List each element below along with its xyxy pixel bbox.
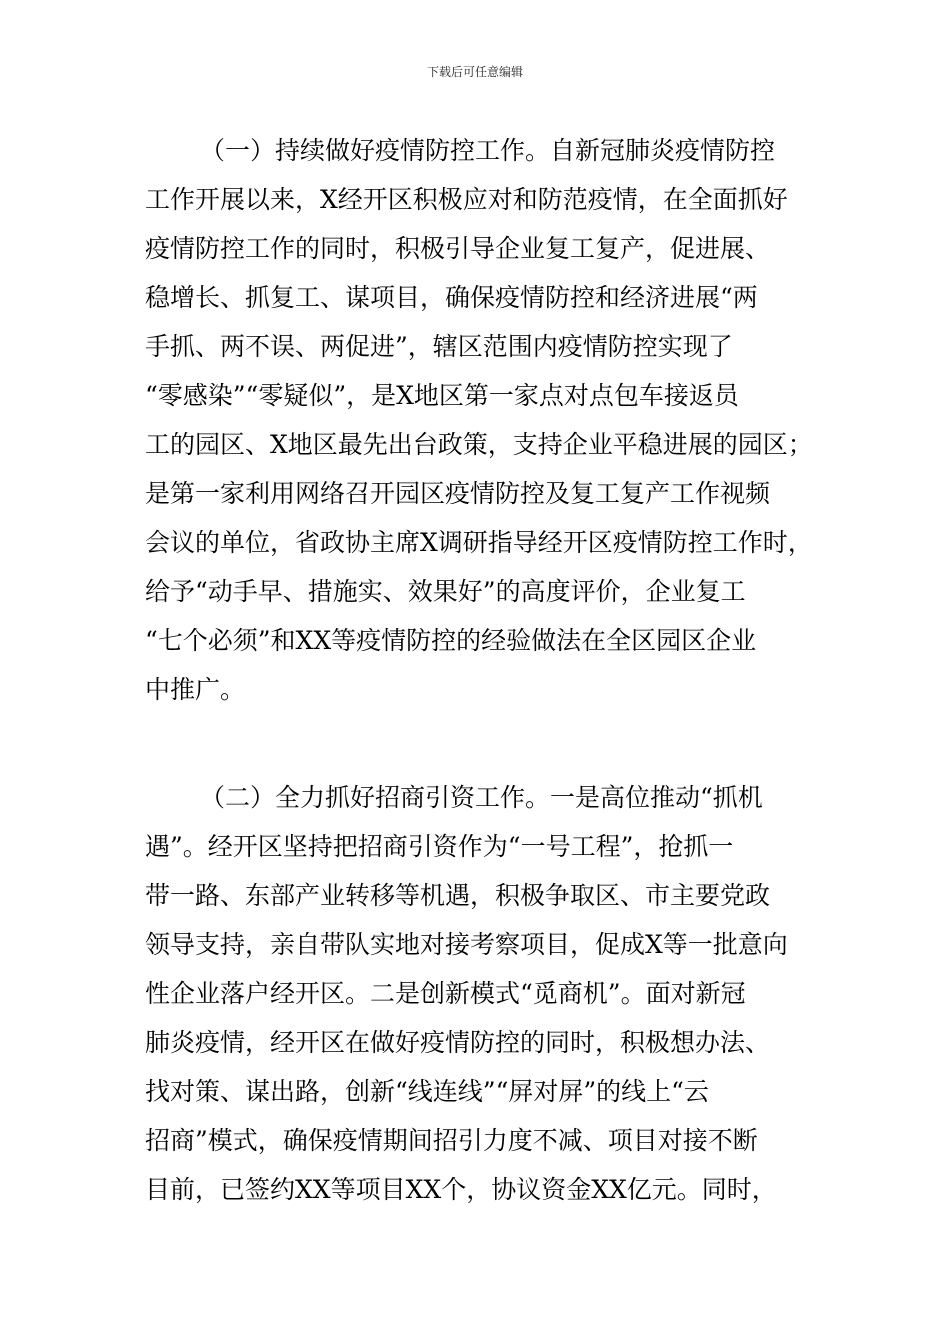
paragraph-line: 给予“动手早、措施实、效果好”的高度评价，企业复工 (145, 577, 746, 606)
paragraph-investment-attraction (145, 773, 810, 1214)
paragraph-line: 中推广。 (145, 675, 246, 704)
paragraph-line: 性企业落户经开区。二是创新模式“觅商机”。面对新冠 (145, 979, 746, 1008)
paragraph-line: 工作开展以来，X经开区积极应对和防范疫情，在全面抓好 (145, 185, 788, 214)
paragraph-line: 稳增长、抓复工、谋项目，确保疫情防控和经济进展“两 (145, 283, 758, 312)
paragraph-line: （一）持续做好疫情防控工作。自新冠肺炎疫情防控 (200, 136, 776, 165)
paragraph-line: 目前，已签约XX等项目XX个，协议资金XX亿元。同时， (145, 1175, 777, 1204)
paragraph-line: 领导支持，亲自带队实地对接考察项目，促成X等一批意向 (145, 930, 788, 959)
page-header: 下载后可任意编辑 (426, 65, 523, 79)
paragraph-line: 会议的单位，省政协主席X调研指导经开区疫情防控工作时， (145, 528, 813, 557)
paragraph-epidemic-control (145, 126, 813, 714)
paragraph-line: 肺炎疫情，经开区在做好疫情防控的同时，积极想办法、 (145, 1028, 771, 1057)
paragraph-line: 手抓、两不误、两促进”，辖区范围内疫情防控实现了 (145, 332, 733, 361)
paragraph-line: （二）全力抓好招商引资工作。一是高位推动“抓机 (200, 783, 763, 812)
paragraph-line: 带一路、东部产业转移等机遇，积极争取区、市主要党政 (145, 881, 771, 910)
paragraph-line: 是第一家利用网络召开园区疫情防控及复工复产工作视频 (145, 479, 771, 508)
paragraph-line: “七个必须”和XX等疫情防控的经验做法在全区园区企业 (145, 626, 757, 655)
paragraph-line: 遇”。经开区坚持把招商引资作为“一号工程”，抢抓一 (145, 832, 734, 861)
paragraph-line: 招商”模式，确保疫情期间招引力度不减、项目对接不断 (145, 1126, 758, 1155)
paragraph-line: 疫情防控工作的同时，积极引导企业复工复产，促进展、 (145, 234, 771, 263)
paragraph-line: 工的园区、X地区最先出台政策，支持企业平稳进展的园区； (145, 430, 813, 459)
paragraph-line: “零感染”“零疑似”，是X地区第一家点对点包车接返员 (145, 381, 739, 410)
paragraph-line: 找对策、谋出路，创新“线连线”“屏对屏”的线上“云 (145, 1077, 709, 1106)
